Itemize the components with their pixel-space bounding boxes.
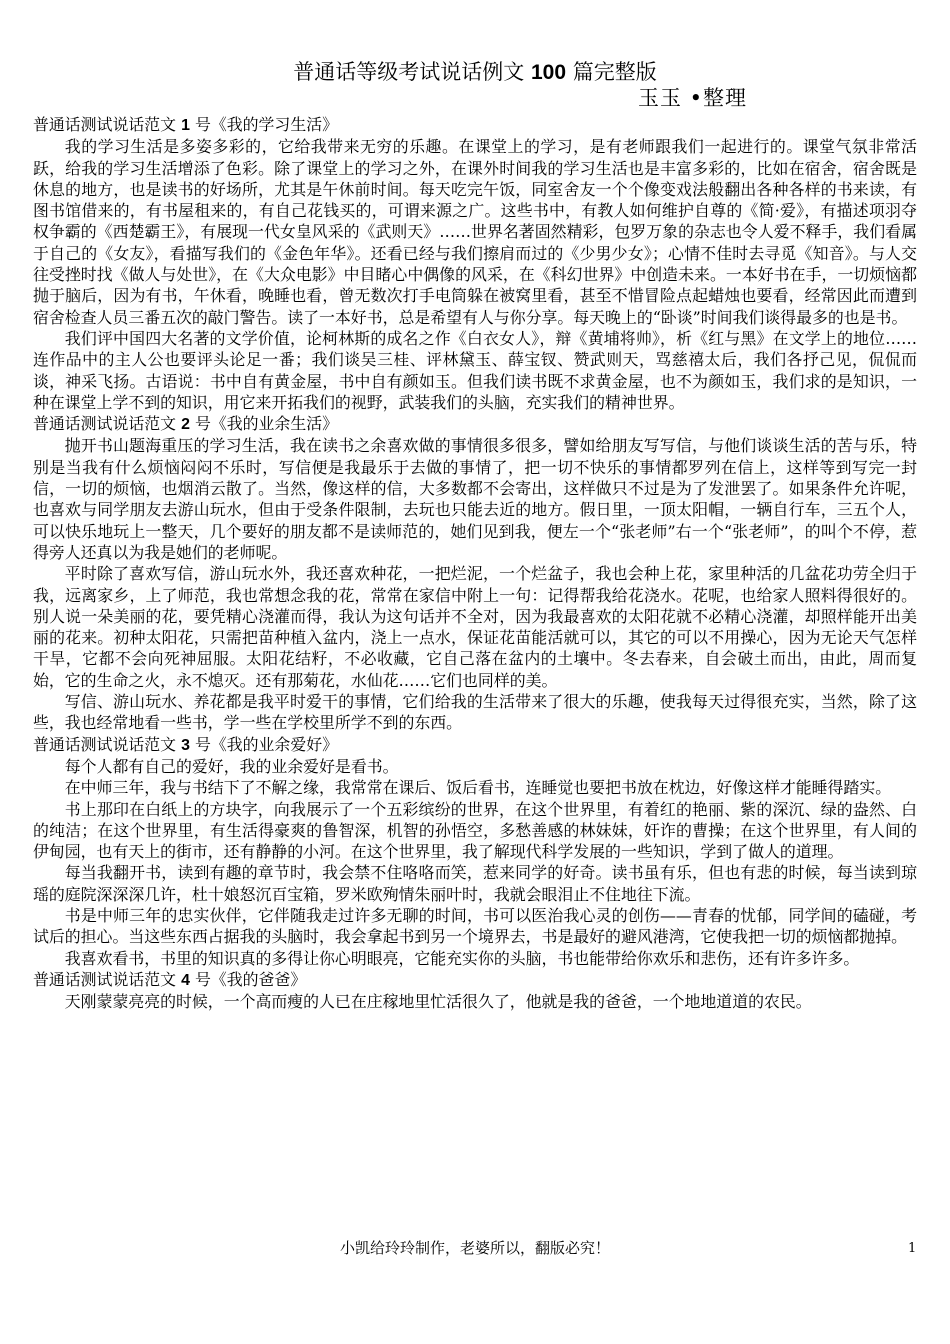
section-heading-title: 号《我的爸爸》 xyxy=(189,969,307,989)
body-paragraph: 我的学习生活是多姿多彩的，它给我带来无穷的乐趣。在课堂上的学习，是有老师跟我们一起进行的。课堂气氛非常活跃，给我的学习生活增添了色彩。除了课堂上的学习之外，在课外时间我的学习生活也是丰富多彩的，比如在宿舍，宿舍既是休息的地方，也是读书的好场所，尤其是午休前时间。每天吃完午饭，同室舍友一个个像变戏法般翻出各种各样的书来读，有图书馆借来的，有书屋租来的，有自己花钱买的，可谓来源之广。这些书中，有教人如何维护自尊的《简·爱》，有描述项羽夺权争霸的《西楚霸王》，有展现一代女皇风采的《武则天》……世界名著固然精彩，包罗万象的杂志也令人爱不释手，我们看属于自己的《女友》，看描写我们的《金色年华》。还看已经与我们擦肩而过的《少男少女》；心情不佳时去寻觅《知音》。与人交往受挫时找《做人与处世》，在《大众电影》中目睹心中偶像的风采，在《科幻世界》中创造未来。一本好书在手，一切烦恼都抛于脑后，因为有书，午休看，晚睡也看，曾无数次打手电筒躲在被窝里看，甚至不惜冒险点起蜡烛也要看，经常因此而遭到宿舍检查人员三番五次的敲门警告。读了一本好书，总是希望有人与你分享。每天晚上的“卧谈”时间我们谈得最多的也是书。 xyxy=(33,137,917,327)
body-paragraph: 抛开书山题海重压的学习生活，我在读书之余喜欢做的事情很多很多，譬如给朋友写写信，与他们谈谈生活的苦与乐，特别是当我有什么烦恼闷闷不乐时，写信便是我最乐于去做的事情了，把一切不快乐的事情都罗列在信上，这样等到写完一封信，一切的烦恼，也烟消云散了。当然，像这样的信，大多数都不会寄出，这样做只不过是为了发泄罢了。如果条件允许呢，也喜欢与同学朋友去游山玩水，但由于受条件限制，去玩也只能去近的地方。假日里，一顶太阳帽，一辆自行车，三五个人，可以快乐地玩上一整天，几个要好的朋友都不是读师范的，她们见到我，便左一个“张老师”右一个“张老师”，的叫个不停，惹得旁人还真以为我是她们的老师呢。 xyxy=(33,436,917,562)
body-paragraph: 平时除了喜欢写信，游山玩水外，我还喜欢种花，一把烂泥，一个烂盆子，我也会种上花，家里种活的几盆花功劳全归于我，远离家乡，上了师范，我也常想念我的花，常常在家信中附上一句：记得帮我给花浇水。花呢，也给家人照料得很好的。别人说一朵美丽的花，要凭精心浇灌而得，我认为这句话并不全对，因为我最喜欢的太阳花就不必精心浇灌，却照样能开出美丽的花来。初种太阳花，只需把苗种植入盆内，浇上一点水，保证花苗能活就可以，其它的可以不用操心，因为无论天气怎样干旱，它都不会向死神屈服。太阳花结籽，不必收藏，它自己落在盆内的土壤中。冬去春来，自会破土而出，由此，周而复始，它的生命之火，永不熄灭。还有那菊花，水仙花……它们也同样的美。 xyxy=(33,564,917,690)
document-body xyxy=(33,114,917,1012)
title-suffix: 篇完整版 xyxy=(566,60,657,84)
section-heading-number: 4 xyxy=(181,971,190,989)
body-paragraph: 在中师三年，我与书结下了不解之缘，我常常在课后、饭后看书，连睡觉也要把书放在枕边，好像这样才能睡得踏实。 xyxy=(64,778,892,798)
section-heading-prefix: 普通话测试说话范文 xyxy=(33,414,182,434)
section-heading-number: 1 xyxy=(181,117,190,134)
body-paragraph: 我喜欢看书，书里的知识真的多得让你心明眼亮，它能充实你的头脑，书也能带给你欢乐和悲伤，还有许多许多。 xyxy=(64,948,860,968)
section-heading xyxy=(33,734,917,756)
body-paragraph: 书上那印在白纸上的方块字，向我展示了一个五彩缤纷的世界，在这个世界里，有着红的艳丽、紫的深沉、绿的盎然、白的纯洁；在这个世界里，有生活得豪爽的鲁智深，机智的孙悟空，多愁善感的林妹妹，奸诈的曹操；在这个世界里，有人间的伊甸园，也有天上的街市，还有静静的小河。在这个世界里，我了解现代科学发展的一些知识，学到了做人的道理。 xyxy=(33,799,917,862)
body-paragraph: 天刚蒙蒙亮亮的时候，一个高而瘦的人已在庄稼地里忙活很久了，他就是我的爸爸，一个地地道道的农民。 xyxy=(64,992,812,1012)
title-prefix: 普通话等级考试说话例文 xyxy=(293,60,531,84)
footer-note: 小凯给玲玲制作，老婆所以，翻版必究！ xyxy=(339,1239,610,1257)
body-paragraph: 每个人都有自己的爱好，我的业余爱好是看书。 xyxy=(64,756,399,776)
page-number: 1 xyxy=(908,1241,917,1256)
body-paragraph: 我们评中国四大名著的文学价值，论柯林斯的成名之作《白衣女人》，辩《黄埔将帅》，析《红与黑》在文学上的地位……连作品中的主人公也要评头论足一番；我们谈吴三桂、评林黛玉、薛宝钗、赞武则天，骂慈禧太后，我们各抒己见，侃侃而谈，神采飞扬。古语说：书中自有黄金屋，书中自有颜如玉。但我们读书既不求黄金屋，也不为颜如玉，我们求的是知识，一种在课堂上学不到的知识，用它来开拓我们的视野，武装我们的头脑，充实我们的精神世界。 xyxy=(33,328,917,412)
section-heading-number: 3 xyxy=(181,736,190,754)
section-heading-title: 号《我的业余生活》 xyxy=(189,414,338,434)
body-paragraph: 书是中师三年的忠实伙伴，它伴随我走过许多无聊的时间，书可以医治我心灵的创伤——青春的忧郁，同学间的磕碰，考试后的担心。当这些东西占据我的头脑时，我会拿起书到另一个境界去，书是最好的避风港湾，它使我把一切的烦恼都抛掉。 xyxy=(33,905,917,947)
title-number: 100 xyxy=(530,61,567,84)
section-heading-prefix: 普通话测试说话范文 xyxy=(33,115,182,134)
author-line: 玉玉 •整理 xyxy=(638,86,748,110)
section-heading-title: 号《我的学习生活》 xyxy=(189,115,338,134)
page-title xyxy=(0,58,950,87)
section-heading-title: 号《我的业余爱好》 xyxy=(189,734,338,754)
section-heading-prefix: 普通话测试说话范文 xyxy=(33,734,182,754)
section-heading-prefix: 普通话测试说话范文 xyxy=(33,969,182,989)
section-heading-number: 2 xyxy=(181,416,190,434)
body-paragraph: 每当我翻开书，读到有趣的章节时，我会禁不住咯咯而笑，惹来同学的好奇。读书虽有乐，但也有悲的时候，每当读到琼瑶的庭院深深深几许，杜十娘怒沉百宝箱，罗米欧殉情朱丽叶时，我就会眼泪止不住地往下流。 xyxy=(33,863,917,904)
section-heading xyxy=(33,969,917,991)
section-heading xyxy=(33,413,917,435)
section-heading xyxy=(33,114,917,136)
body-paragraph: 写信、游山玩水、养花都是我平时爱干的事情，它们给我的生活带来了很大的乐趣，使我每天过得很充实，当然，除了这些，我也经常地看一些书，学一些在学校里所学不到的东西。 xyxy=(33,692,917,733)
